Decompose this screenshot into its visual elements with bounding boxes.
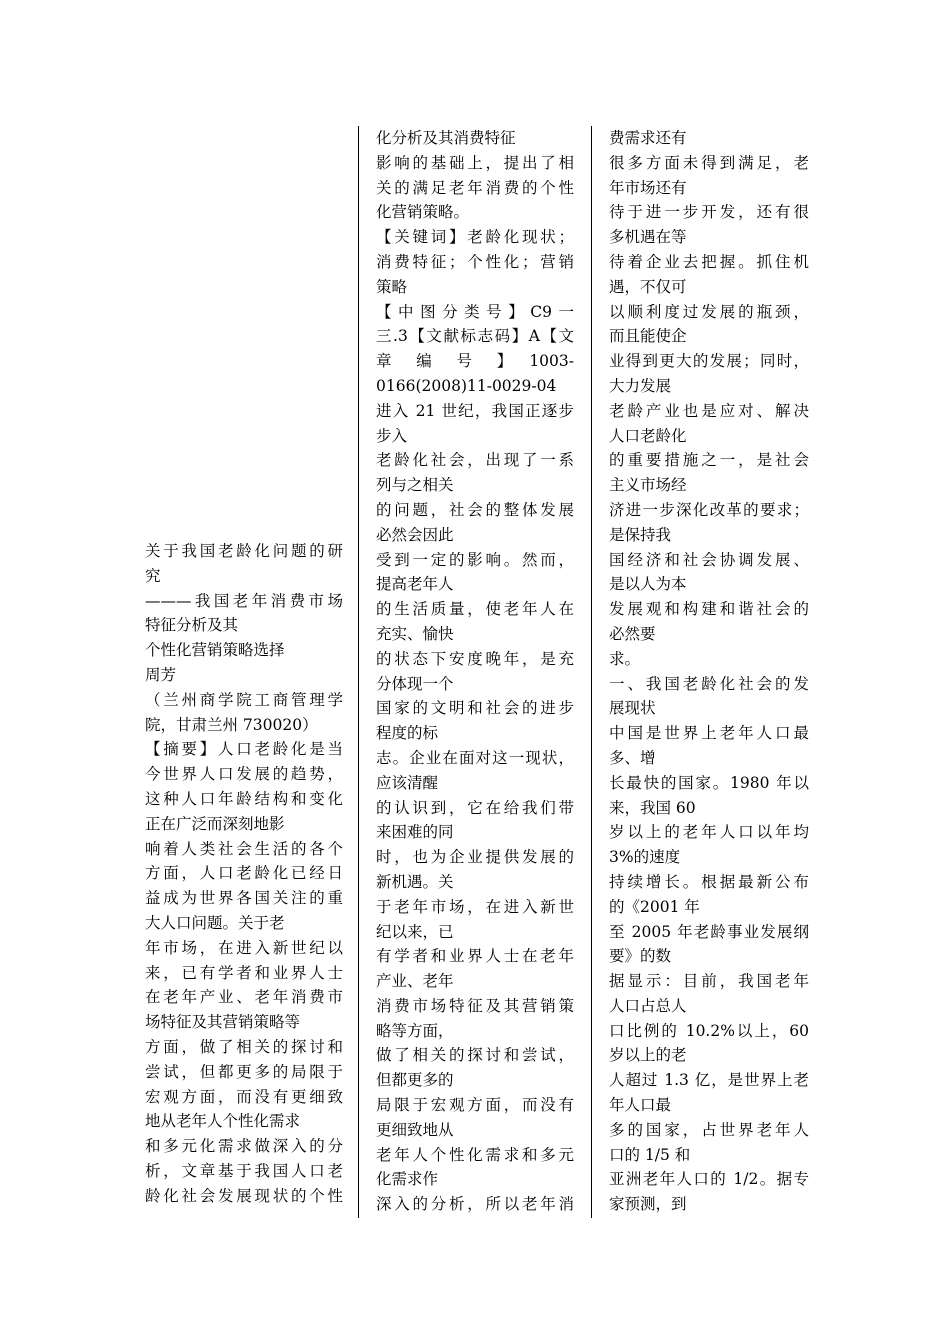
text-line: 大人口问题。关于老 (145, 913, 285, 932)
column-divider-2 (591, 126, 592, 1218)
text-line: 的问题，社会的整体发展 (376, 500, 574, 519)
text-line: 而且能使企 (609, 327, 687, 346)
text-line: 待着企业去把握。抓住机 (609, 252, 809, 271)
text-line: 龄化社会发展现状的个性 (145, 1186, 343, 1205)
text-line: 化营销策略。 (376, 203, 470, 222)
text-line: 略等方面， (376, 1021, 454, 1040)
text-line: 一、我国老龄化社会的发 (609, 674, 809, 693)
text-line: 场特征及其营销策略等 (145, 1013, 301, 1032)
text-line: 化需求作 (376, 1170, 439, 1189)
text-line: 0166(2008)11-0029-04 (376, 376, 557, 395)
text-line: 充实、愉快 (376, 624, 454, 643)
text-line: 必然会因此 (376, 525, 454, 544)
text-line: 主义市场经 (609, 476, 687, 495)
text-line: ———我国老年消费市场 (145, 591, 343, 610)
text-line: 纪以来，已 (376, 922, 454, 941)
text-line: 发展观和构建和谐社会的 (609, 600, 809, 619)
text-line: 志。企业在面对这一现状， (376, 748, 574, 767)
text-line: 业得到更大的发展；同时， (609, 352, 809, 371)
text-line: 程度的标 (376, 724, 439, 743)
text-line: 消费市场特征及其营销策 (376, 996, 574, 1015)
text-line: 受到一定的影响。然而， (376, 550, 574, 569)
text-line: 的《2001 年 (609, 897, 700, 916)
text-line: 方面，人口老龄化已经日 (145, 864, 343, 883)
text-line: 正在广泛而深刻地影 (145, 814, 285, 833)
text-line: 但都更多的 (376, 1071, 454, 1090)
text-line: 年市场还有 (609, 178, 687, 197)
text-line: 于老年市场，在进入新世 (376, 897, 574, 916)
text-line: 必然要 (609, 624, 656, 643)
text-line: 影响的基础上，提出了相 (376, 153, 574, 172)
text-line: 口的 1/5 和 (609, 1145, 691, 1164)
text-line: 响着人类社会生活的各个 (145, 839, 343, 858)
text-line: 老龄产业也是应对、解决 (609, 401, 809, 420)
text-line: 章 编 号 】 1003- (376, 352, 574, 371)
text-line: 地从老年人个性化需求 (145, 1112, 301, 1131)
text-line: 【关键词】老龄化现状； (376, 228, 574, 247)
text-line: （兰州商学院工商管理学 (145, 690, 343, 709)
text-line: 多、增 (609, 748, 656, 767)
text-line: 很多方面未得到满足，老 (609, 153, 809, 172)
text-line: 济进一步深化改革的要求； (609, 500, 809, 519)
text-line: 和多元化需求做深入的分 (145, 1137, 343, 1156)
text-line: 中国是世界上老年人口最 (609, 724, 809, 743)
text-line: 时，也为企业提供发展的 (376, 848, 574, 867)
text-line: 新机遇。关 (376, 872, 454, 891)
text-line: 这种人口年龄结构和变化 (145, 789, 343, 808)
text-line: 的状态下安度晚年，是充 (376, 649, 574, 668)
text-line: 做了相关的探讨和尝试， (376, 1046, 574, 1065)
text-line: 益成为世界各国关注的重 (145, 889, 343, 908)
text-line: 宏观方面，而没有更细致 (145, 1087, 343, 1106)
text-line: 深入的分析，所以老年消 (376, 1195, 574, 1214)
text-line: 步入 (376, 426, 408, 445)
text-line: 有学者和业界人士在老年 (376, 947, 574, 966)
text-line: 分体现一个 (376, 674, 454, 693)
text-line: 多的国家，占世界老年人 (609, 1120, 809, 1139)
text-line: 待于进一步开发，还有很 (609, 203, 809, 222)
text-line: 展现状 (609, 699, 656, 718)
text-line: 在老年产业、老年消费市 (145, 988, 343, 1007)
text-line: 消费特征；个性化；营销 (376, 252, 574, 271)
text-line: 口比例的 10.2%以上，60 (609, 1021, 809, 1040)
text-line: 家预测，到 (609, 1195, 687, 1214)
text-line: 持续增长。根据最新公布 (609, 872, 809, 891)
text-line: 的重要措施之一，是社会 (609, 451, 809, 470)
text-line: 今世界人口发展的趋势， (145, 765, 343, 784)
text-line: 进入 21 世纪，我国正逐步 (376, 401, 574, 420)
text-line: 局限于宏观方面，而没有 (376, 1096, 574, 1115)
text-line: 产业、老年 (376, 972, 454, 991)
text-line: 周芳 (145, 665, 177, 684)
text-line: 【中图分类号】C9一 (376, 302, 574, 321)
text-column-middle (376, 126, 574, 1217)
text-line: 是以人为本 (609, 575, 687, 594)
text-line: 是保持我 (609, 525, 672, 544)
text-line: 人超过 1.3 亿，是世界上老 (609, 1071, 809, 1090)
text-line: 究 (145, 566, 161, 585)
text-line: 关的满足老年消费的个性 (376, 178, 574, 197)
text-line: 岁以上的老 (609, 1046, 687, 1065)
text-line: 【摘要】人口老龄化是当 (145, 740, 343, 759)
text-line: 人口占总人 (609, 996, 687, 1015)
text-line: 个性化营销策略选择 (145, 641, 285, 660)
text-line: 来，我国 60 (609, 798, 696, 817)
text-line: 据显示：目前，我国老年 (609, 972, 809, 991)
text-line: 方面，做了相关的探讨和 (145, 1037, 343, 1056)
text-line: 提高老年人 (376, 575, 454, 594)
text-line: 至 2005 年老龄事业发展纲 (609, 922, 809, 941)
text-line: 求。 (609, 649, 641, 668)
text-column-left (145, 539, 343, 1209)
text-line: 3%的速度 (609, 848, 681, 867)
text-line: 年市场，在进入新世纪以 (145, 938, 343, 957)
text-line: 更细致地从 (376, 1120, 454, 1139)
text-line: 遇，不仅可 (609, 277, 687, 296)
text-line: 尝试，但都更多的局限于 (145, 1062, 343, 1081)
text-line: 关于我国老龄化问题的研 (145, 542, 343, 560)
column-divider-1 (358, 126, 359, 1218)
text-line: 国经济和社会协调发展、 (609, 550, 809, 569)
text-line: 要》的数 (609, 947, 672, 966)
text-line: 院，甘肃兰州 730020） (145, 715, 318, 734)
text-line: 的生活质量，使老年人在 (376, 600, 574, 619)
text-line: 老龄化社会，出现了一系 (376, 451, 574, 470)
text-line: 的认识到，它在给我们带 (376, 798, 574, 817)
text-line: 老年人个性化需求和多元 (376, 1145, 574, 1164)
text-line: 年人口最 (609, 1096, 672, 1115)
text-line: 费需求还有 (609, 129, 687, 147)
text-line: 特征分析及其 (145, 616, 239, 635)
text-line: 来困难的同 (376, 823, 454, 842)
text-line: 岁以上的老年人口以年均 (609, 823, 809, 842)
text-line: 以顺利度过发展的瓶颈， (609, 302, 809, 321)
text-line: 来，已有学者和业界人士 (145, 963, 343, 982)
text-line: 大力发展 (609, 376, 672, 395)
text-line: 长最快的国家。1980 年以 (609, 773, 809, 792)
text-line: 多机遇在等 (609, 228, 687, 247)
text-line: 化分析及其消费特征 (376, 129, 516, 147)
text-line: 析，文章基于我国人口老 (145, 1161, 343, 1180)
text-line: 策略 (376, 277, 408, 296)
text-line: 亚洲老年人口的 1/2。据专 (609, 1170, 809, 1189)
text-line: 列与之相关 (376, 476, 454, 495)
text-column-right (609, 126, 809, 1217)
text-line: 应该清醒 (376, 773, 439, 792)
text-line: 三.3【文献标志码】A【文 (376, 327, 574, 346)
text-line: 国家的文明和社会的进步 (376, 699, 574, 718)
text-line: 人口老龄化 (609, 426, 687, 445)
